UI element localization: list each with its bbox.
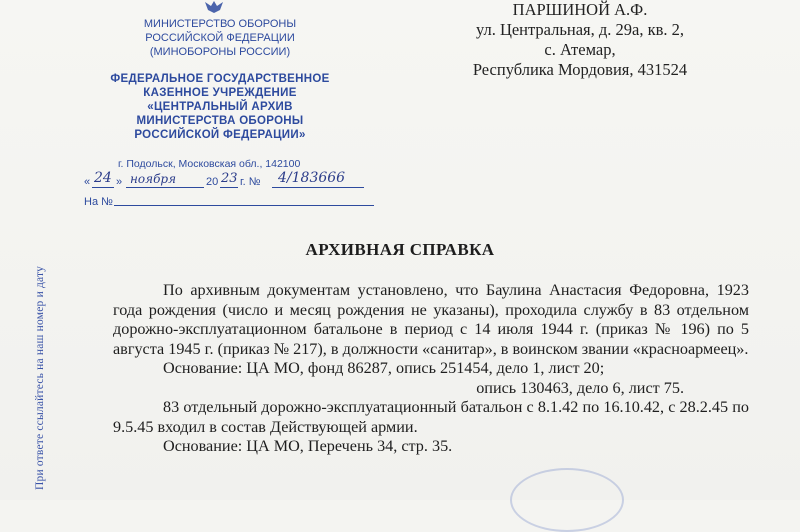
org-line: КАЗЕННОЕ УЧРЕЖДЕНИЕ xyxy=(143,87,297,99)
reference-number-line xyxy=(84,190,374,210)
document-title: АРХИВНАЯ СПРАВКА xyxy=(305,240,495,259)
addressee-line: Республика Мордовия, 431524 xyxy=(472,60,688,79)
organization-header xyxy=(75,72,365,142)
year-prefix: 20 xyxy=(206,176,219,188)
org-line: ФЕДЕРАЛЬНОЕ ГОСУДАРСТВЕННОЕ xyxy=(110,73,330,85)
handwritten-month: ноября xyxy=(130,172,177,186)
date-suffix: г. № xyxy=(240,176,261,188)
paragraph-service: По архивным документам установлено, что Баулина Анастасия Федоровна, 1923 года рождения (число и месяц рождения не указаны), проходила службу в 83 отдельном дорожно-эксплуатационном батальоне в период с 14 июля 1944 г. (приказ № 196) по 5 августа 1945 г. (приказ № 217), в должности «санитар», в воинском звании «красноармеец». xyxy=(113,281,749,358)
ministry-header xyxy=(120,17,320,59)
side-note-reference: При ответе ссылайтесь на наш номер и дату xyxy=(34,265,46,490)
reference-label: На № xyxy=(84,196,113,208)
org-line: РОССИЙСКОЙ ФЕДЕРАЦИИ» xyxy=(134,129,306,141)
org-line: МИНИСТЕРСТВА ОБОРОНЫ xyxy=(136,115,304,127)
basis-line: Основание: ЦА МО, Перечень 34, стр. 35. xyxy=(163,437,453,455)
ministry-line: (МИНОБОРОНЫ РОССИИ) xyxy=(149,46,291,58)
eagle-emblem-icon xyxy=(203,0,225,14)
document-body xyxy=(113,281,749,457)
basis-continuation: опись 130463, дело 6, лист 75. xyxy=(476,378,684,397)
handwritten-doc-number: 4/183666 xyxy=(278,170,346,186)
city-address: г. Подольск, Московская обл., 142100 xyxy=(118,158,301,170)
ministry-line: МИНИСТЕРСТВО ОБОРОНЫ xyxy=(143,18,297,30)
addressee-line: с. Атемар, xyxy=(544,40,616,59)
addressee-line: ПАРШИНОЙ А.Ф. xyxy=(512,0,648,19)
stamp-seal-icon xyxy=(510,468,624,532)
date-number-line: « 24 » ноября 20 23 г. № 4/183666 xyxy=(84,168,374,190)
handwritten-year: 23 xyxy=(221,171,238,186)
basis-line: Основание: ЦА МО, фонд 86287, опись 251454, дело 1, лист 20; xyxy=(163,359,605,377)
addressee-line: ул. Центральная, д. 29а, кв. 2, xyxy=(475,20,685,39)
org-line: «ЦЕНТРАЛЬНЫЙ АРХИВ xyxy=(147,101,293,113)
paragraph-battalion: 83 отдельный дорожно-эксплуатационный батальон с 8.1.42 по 16.10.42, с 28.2.45 по 9.5.45 входил в состав Действующей армии. xyxy=(113,398,749,436)
handwritten-day: 24 xyxy=(94,170,112,186)
ministry-line: РОССИЙСКОЙ ФЕДЕРАЦИИ xyxy=(145,32,295,44)
addressee-block xyxy=(440,0,720,80)
